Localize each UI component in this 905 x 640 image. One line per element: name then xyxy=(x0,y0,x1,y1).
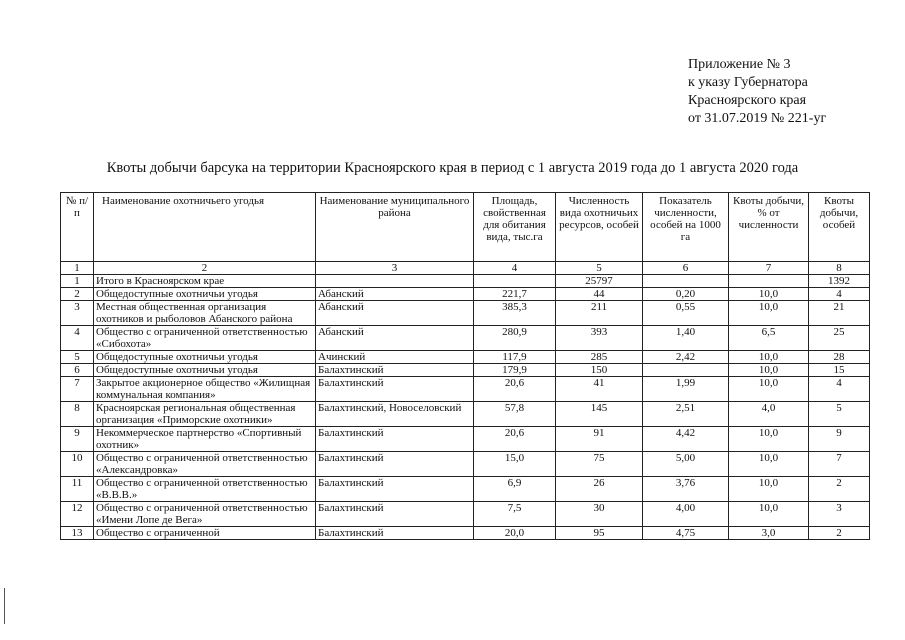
cell-name: Общедоступные охотничьи угодья xyxy=(94,364,316,377)
cell-district: Балахтинский xyxy=(316,427,474,452)
cell-area: 221,7 xyxy=(474,288,556,301)
cell-area: 280,9 xyxy=(474,326,556,351)
cell-quota-pct: 10,0 xyxy=(729,288,809,301)
cell-num: 1 xyxy=(61,275,94,288)
column-number-row xyxy=(61,262,870,275)
cell-quota-cnt: 28 xyxy=(809,351,870,364)
header-population: Численность вида охотничьих ресурсов, особей xyxy=(556,193,643,262)
cell-population: 145 xyxy=(556,402,643,427)
table-header-row xyxy=(61,193,870,262)
cell-district: Балахтинский xyxy=(316,527,474,540)
cell-name: Общедоступные охотничьи угодья xyxy=(94,351,316,364)
cell-name: Общество с ограниченной xyxy=(94,527,316,540)
header-name: Наименование охотничьего угодья xyxy=(94,193,316,262)
cell-density: 4,42 xyxy=(643,427,729,452)
cell-quota-pct xyxy=(729,275,809,288)
appendix-line-4: от 31.07.2019 № 221-уг xyxy=(688,111,827,126)
cell-district: Балахтинский xyxy=(316,377,474,402)
cell-population: 26 xyxy=(556,477,643,502)
cell-density: 2,51 xyxy=(643,402,729,427)
cell-quota-cnt: 2 xyxy=(809,527,870,540)
cell-population: 393 xyxy=(556,326,643,351)
quota-table xyxy=(60,192,870,540)
appendix-block xyxy=(688,56,826,128)
column-number: 3 xyxy=(316,262,474,275)
cell-district: Ачинский xyxy=(316,351,474,364)
table-row xyxy=(61,326,870,351)
cell-quota-cnt: 1392 xyxy=(809,275,870,288)
cell-area: 20,0 xyxy=(474,527,556,540)
cell-quota-pct: 4,0 xyxy=(729,402,809,427)
cell-population: 44 xyxy=(556,288,643,301)
cell-area: 20,6 xyxy=(474,377,556,402)
cell-name: Общество с ограниченной ответственностью «Александровка» xyxy=(94,452,316,477)
header-density: Показатель численности, особей на 1000 га xyxy=(643,193,729,262)
cell-name: Общество с ограниченной ответственностью «В.В.В.» xyxy=(94,477,316,502)
table-row xyxy=(61,427,870,452)
header-num: № п/п xyxy=(61,193,94,262)
cell-area: 6,9 xyxy=(474,477,556,502)
table-row xyxy=(61,402,870,427)
document-title: Квоты добычи барсука на территории Красноярского края в период с 1 августа 2019 года до 1 августа 2020 года xyxy=(106,160,799,176)
cell-district: Балахтинский xyxy=(316,502,474,527)
table-row xyxy=(61,364,870,377)
table-row xyxy=(61,452,870,477)
table-row xyxy=(61,527,870,540)
appendix-line-2: к указу Губернатора xyxy=(688,75,808,90)
cell-quota-cnt: 25 xyxy=(809,326,870,351)
cell-population: 95 xyxy=(556,527,643,540)
column-number: 5 xyxy=(556,262,643,275)
cell-num: 11 xyxy=(61,477,94,502)
cell-density xyxy=(643,275,729,288)
cell-district: Абанский xyxy=(316,326,474,351)
cell-district: Абанский xyxy=(316,288,474,301)
column-number: 7 xyxy=(729,262,809,275)
table-row xyxy=(61,301,870,326)
cell-area: 15,0 xyxy=(474,452,556,477)
cell-quota-pct: 10,0 xyxy=(729,351,809,364)
cell-num: 4 xyxy=(61,326,94,351)
cell-quota-pct: 10,0 xyxy=(729,502,809,527)
cell-quota-cnt: 4 xyxy=(809,288,870,301)
cell-name: Некоммерческое партнерство «Спортивный охотник» xyxy=(94,427,316,452)
cell-name: Местная общественная организация охотников и рыболовов Абанского района xyxy=(94,301,316,326)
table-row xyxy=(61,288,870,301)
column-number: 4 xyxy=(474,262,556,275)
header-area: Площадь, свойственная для обитания вида, тыс.га xyxy=(474,193,556,262)
cell-area: 20,6 xyxy=(474,427,556,452)
cell-population: 285 xyxy=(556,351,643,364)
cell-density: 4,75 xyxy=(643,527,729,540)
cell-name: Красноярская региональная общественная организация «Приморские охотники» xyxy=(94,402,316,427)
cell-district xyxy=(316,275,474,288)
cell-density: 3,76 xyxy=(643,477,729,502)
cell-name: Общество с ограниченной ответственностью «Имени Лопе де Вега» xyxy=(94,502,316,527)
cell-num: 3 xyxy=(61,301,94,326)
header-quota-cnt: Квоты добычи, особей xyxy=(809,193,870,262)
cell-area: 385,3 xyxy=(474,301,556,326)
cell-quota-pct: 10,0 xyxy=(729,427,809,452)
appendix-line-1: Приложение № 3 xyxy=(688,57,791,72)
cell-district: Балахтинский xyxy=(316,364,474,377)
cell-area: 57,8 xyxy=(474,402,556,427)
cell-num: 5 xyxy=(61,351,94,364)
cell-quota-pct: 10,0 xyxy=(729,301,809,326)
cell-population: 91 xyxy=(556,427,643,452)
cell-population: 150 xyxy=(556,364,643,377)
cell-quota-pct: 10,0 xyxy=(729,477,809,502)
cell-district: Балахтинский, Новоселовский xyxy=(316,402,474,427)
table-row xyxy=(61,502,870,527)
cell-density: 4,00 xyxy=(643,502,729,527)
cell-quota-pct: 6,5 xyxy=(729,326,809,351)
cell-name: Закрытое акционерное общество «Жилищная коммунальная компания» xyxy=(94,377,316,402)
cell-num: 10 xyxy=(61,452,94,477)
scan-margin-line xyxy=(4,588,5,624)
cell-quota-pct: 10,0 xyxy=(729,364,809,377)
cell-num: 12 xyxy=(61,502,94,527)
cell-quota-pct: 10,0 xyxy=(729,377,809,402)
cell-population: 41 xyxy=(556,377,643,402)
cell-quota-cnt: 15 xyxy=(809,364,870,377)
cell-density: 1,40 xyxy=(643,326,729,351)
cell-quota-pct: 10,0 xyxy=(729,452,809,477)
cell-density: 5,00 xyxy=(643,452,729,477)
column-number: 1 xyxy=(61,262,94,275)
cell-area: 117,9 xyxy=(474,351,556,364)
cell-quota-cnt: 3 xyxy=(809,502,870,527)
column-number: 8 xyxy=(809,262,870,275)
cell-name: Общество с ограниченной ответственностью «Сибохота» xyxy=(94,326,316,351)
cell-district: Балахтинский xyxy=(316,452,474,477)
cell-name: Общедоступные охотничьи угодья xyxy=(94,288,316,301)
table-body xyxy=(61,275,870,540)
cell-quota-pct: 3,0 xyxy=(729,527,809,540)
table-row xyxy=(61,351,870,364)
cell-num: 6 xyxy=(61,364,94,377)
cell-density: 0,20 xyxy=(643,288,729,301)
table-row xyxy=(61,477,870,502)
cell-population: 211 xyxy=(556,301,643,326)
cell-quota-cnt: 9 xyxy=(809,427,870,452)
cell-area xyxy=(474,275,556,288)
cell-density: 0,55 xyxy=(643,301,729,326)
header-district: Наименование муниципального района xyxy=(316,193,474,262)
cell-district: Балахтинский xyxy=(316,477,474,502)
cell-num: 9 xyxy=(61,427,94,452)
appendix-line-3: Красноярского края xyxy=(688,93,807,108)
cell-density: 1,99 xyxy=(643,377,729,402)
cell-num: 7 xyxy=(61,377,94,402)
cell-quota-cnt: 5 xyxy=(809,402,870,427)
cell-density xyxy=(643,364,729,377)
cell-population: 75 xyxy=(556,452,643,477)
cell-name: Итого в Красноярском крае xyxy=(94,275,316,288)
table-row xyxy=(61,275,870,288)
cell-district: Абанский xyxy=(316,301,474,326)
cell-area: 179,9 xyxy=(474,364,556,377)
header-quota-pct: Квоты добычи, % от численности xyxy=(729,193,809,262)
cell-num: 2 xyxy=(61,288,94,301)
column-number: 2 xyxy=(94,262,316,275)
table-row xyxy=(61,377,870,402)
cell-quota-cnt: 21 xyxy=(809,301,870,326)
cell-quota-cnt: 2 xyxy=(809,477,870,502)
cell-num: 13 xyxy=(61,527,94,540)
cell-population: 30 xyxy=(556,502,643,527)
cell-density: 2,42 xyxy=(643,351,729,364)
cell-quota-cnt: 7 xyxy=(809,452,870,477)
cell-quota-cnt: 4 xyxy=(809,377,870,402)
cell-population: 25797 xyxy=(556,275,643,288)
cell-area: 7,5 xyxy=(474,502,556,527)
cell-num: 8 xyxy=(61,402,94,427)
column-number: 6 xyxy=(643,262,729,275)
